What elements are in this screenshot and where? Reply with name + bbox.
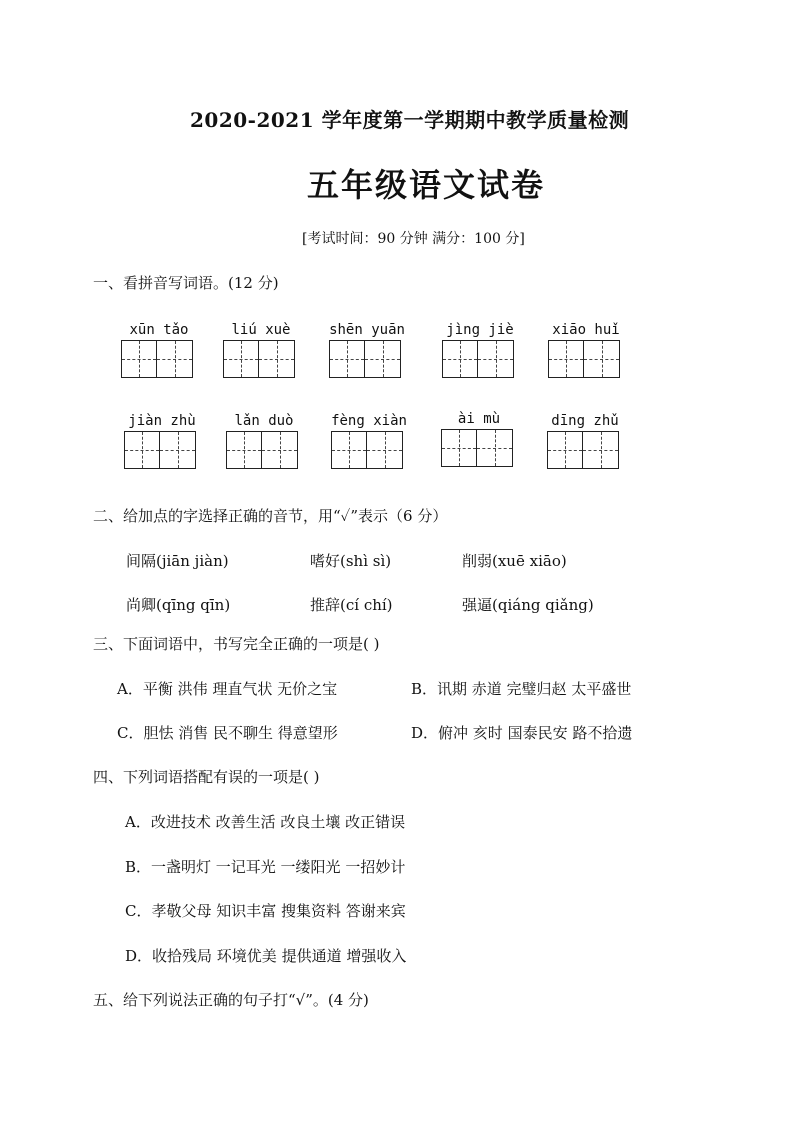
writing-boxes[interactable] (331, 431, 403, 469)
pinyin-label: jiàn zhù (128, 413, 196, 429)
option-c[interactable]: C．胆怯 消售 民不聊生 得意望形 (117, 724, 338, 742)
pinyin-label: fèng xiàn (331, 413, 407, 429)
pinyin-label: ài mù (457, 411, 501, 427)
pinyin-label: shēn yuān (329, 322, 405, 338)
option-b[interactable]: B．一盏明灯 一记耳光 一缕阳光 一招妙计 (125, 858, 406, 876)
writing-boxes[interactable] (547, 431, 619, 469)
exam-paper-title: 五年级语文试卷 (306, 166, 545, 204)
pinyin-label: jìng jiè (446, 322, 514, 338)
section5-heading: 五、给下列说法正确的句子打“√”。(4 分) (93, 991, 369, 1009)
pinyin-label: xiāo huǐ (552, 322, 620, 338)
section3-heading: 三、下面词语中，书写完全正确的一项是( ) (93, 635, 380, 653)
pinyin-choice-item[interactable]: 推辞(cí chí) (310, 596, 393, 614)
section2-heading: 二、给加点的字选择正确的音节，用“✓”表示（6 分） (93, 507, 448, 525)
pinyin-choice-item[interactable]: 尚卿(qīng qīn) (126, 596, 231, 614)
writing-boxes[interactable] (121, 340, 193, 378)
pinyin-label: xūn tǎo (129, 322, 189, 338)
writing-boxes[interactable] (124, 431, 196, 469)
pinyin-label: dīng zhǔ (551, 413, 619, 429)
writing-boxes[interactable] (226, 431, 298, 469)
writing-boxes[interactable] (441, 429, 513, 467)
writing-boxes[interactable] (442, 340, 514, 378)
exam-header-title: 2020-2021 学年度第一学期期中教学质量检测 (190, 108, 630, 132)
section4-heading: 四、下列词语搭配有误的一项是( ) (93, 768, 320, 786)
pinyin-label: lǎn duò (234, 413, 294, 429)
writing-boxes[interactable] (329, 340, 401, 378)
section1-heading: 一、看拼音写词语。(12 分) (93, 274, 279, 292)
writing-boxes[interactable] (223, 340, 295, 378)
option-d[interactable]: D．收拾残局 环境优美 提供通道 增强收入 (125, 947, 407, 965)
option-b[interactable]: B．讯期 赤道 完璧归赵 太平盛世 (411, 680, 632, 698)
pinyin-label: liú xuè (231, 322, 291, 338)
writing-boxes[interactable] (548, 340, 620, 378)
option-a[interactable]: A．平衡 洪伟 理直气状 无价之宝 (117, 680, 338, 698)
exam-time-score-info: [考试时间：90 分钟 满分：100 分] (302, 231, 525, 247)
option-c[interactable]: C．孝敬父母 知识丰富 搜集资料 答谢来宾 (125, 902, 406, 920)
option-a[interactable]: A．改进技术 改善生活 改良土壤 改正错误 (125, 813, 406, 831)
pinyin-choice-item[interactable]: 间隔(jiān jiàn) (126, 552, 229, 570)
pinyin-choice-item[interactable]: 嗜好(shì sì) (310, 552, 392, 570)
pinyin-choice-item[interactable]: 削弱(xuē xiāo) (462, 552, 567, 570)
option-d[interactable]: D．俯冲 亥时 国泰民安 路不拾遗 (411, 724, 633, 742)
pinyin-choice-item[interactable]: 强逼(qiáng qiǎng) (462, 596, 594, 614)
